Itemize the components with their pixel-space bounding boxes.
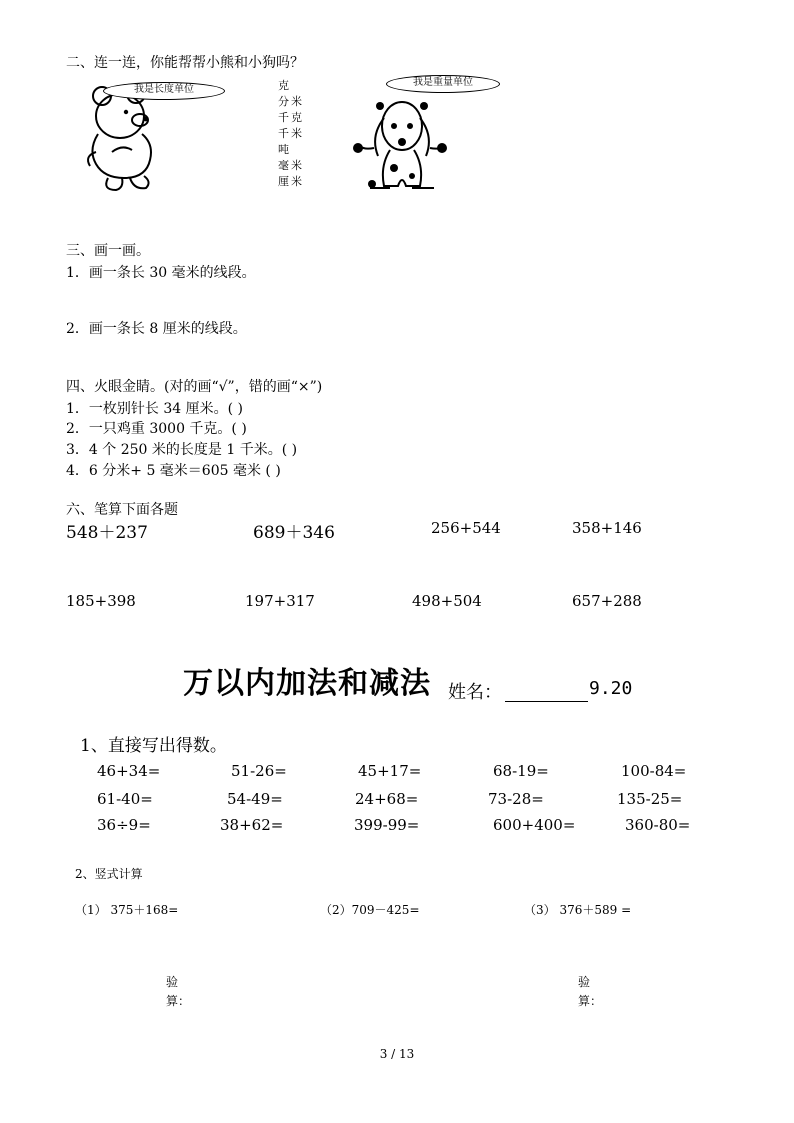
mental-math-item: 45+17= [358,762,422,780]
vertical-calc-problem: （2）709－425= [320,903,420,917]
section3-heading: 三、画一画。 [66,243,150,259]
mental-math-item: 360-80= [625,816,691,834]
section4-heading: 四、火眼金睛。(对的画“√”，错的画“×”) [66,379,323,395]
dog-speech-bubble: 我是重量单位 [386,75,500,93]
unit-item: 毫米 [278,159,304,172]
calc-problem: 185+398 [66,592,136,610]
check-label: 验 [578,975,591,989]
judge-item: 4．6 分米+ 5 毫米＝605 毫米 ( ) [66,463,281,479]
mental-math-item: 36÷9= [97,816,151,834]
mental-math-item: 51-26= [231,762,287,780]
judge-item: 2．一只鸡重 3000 千克。( ) [66,421,247,437]
mental-math-item: 73-28= [488,790,544,808]
unit-item: 克 [278,79,291,92]
unit-item: 吨 [278,143,291,156]
judge-item: 3．4 个 250 米的长度是 1 千米。( ) [66,442,298,458]
part2-heading: 2、竖式计算 [75,867,143,881]
mental-math-item: 46+34= [97,762,161,780]
check-label: 验 [166,975,179,989]
section2-heading: 二、连一连，你能帮帮小熊和小狗吗？ [66,55,304,71]
date-label: 9.20 [589,678,633,699]
vertical-calc-problem: （1） 375＋168= [75,903,179,917]
name-blank-line [505,700,588,702]
calc-problem: 548＋237 [66,523,148,543]
mental-math-item: 24+68= [355,790,419,808]
part1-heading: 1、直接写出得数。 [80,736,227,756]
name-label: 姓名： [448,682,502,703]
check-label: 算： [578,994,603,1008]
mental-math-item: 61-40= [97,790,153,808]
calc-problem: 256+544 [431,519,501,537]
mental-math-item: 38+62= [220,816,284,834]
section6-heading: 六、笔算下面各题 [66,502,178,518]
draw-item: 1．画一条长 30 毫米的线段。 [66,265,256,281]
unit-list [278,78,318,190]
mental-math-item: 100-84= [621,762,687,780]
worksheet-title: 万以内加法和减法 [183,666,431,701]
mental-math-item: 135-25= [617,790,683,808]
unit-item: 厘米 [278,175,304,188]
unit-item: 千克 [278,111,304,124]
judge-item: 1．一枚别针长 34 厘米。( ) [66,401,243,417]
calc-problem: 197+317 [245,592,315,610]
calc-problem: 689＋346 [253,523,335,543]
page-number: 3 / 13 [379,1047,415,1061]
mental-math-item: 54-49= [227,790,283,808]
bear-speech-bubble: 我是长度单位 [103,82,225,100]
mental-math-item: 399-99= [354,816,420,834]
unit-item: 分米 [278,95,304,108]
calc-problem: 358+146 [572,519,642,537]
mental-math-item: 68-19= [493,762,549,780]
dog-illustration [350,96,450,194]
check-label: 算： [166,994,191,1008]
calc-problem: 498+504 [412,592,482,610]
draw-item: 2．画一条长 8 厘米的线段。 [66,321,247,337]
mental-math-item: 600+400= [493,816,576,834]
vertical-calc-problem: （3） 376＋589 = [524,903,632,917]
unit-item: 千米 [278,127,304,140]
calc-problem: 657+288 [572,592,642,610]
